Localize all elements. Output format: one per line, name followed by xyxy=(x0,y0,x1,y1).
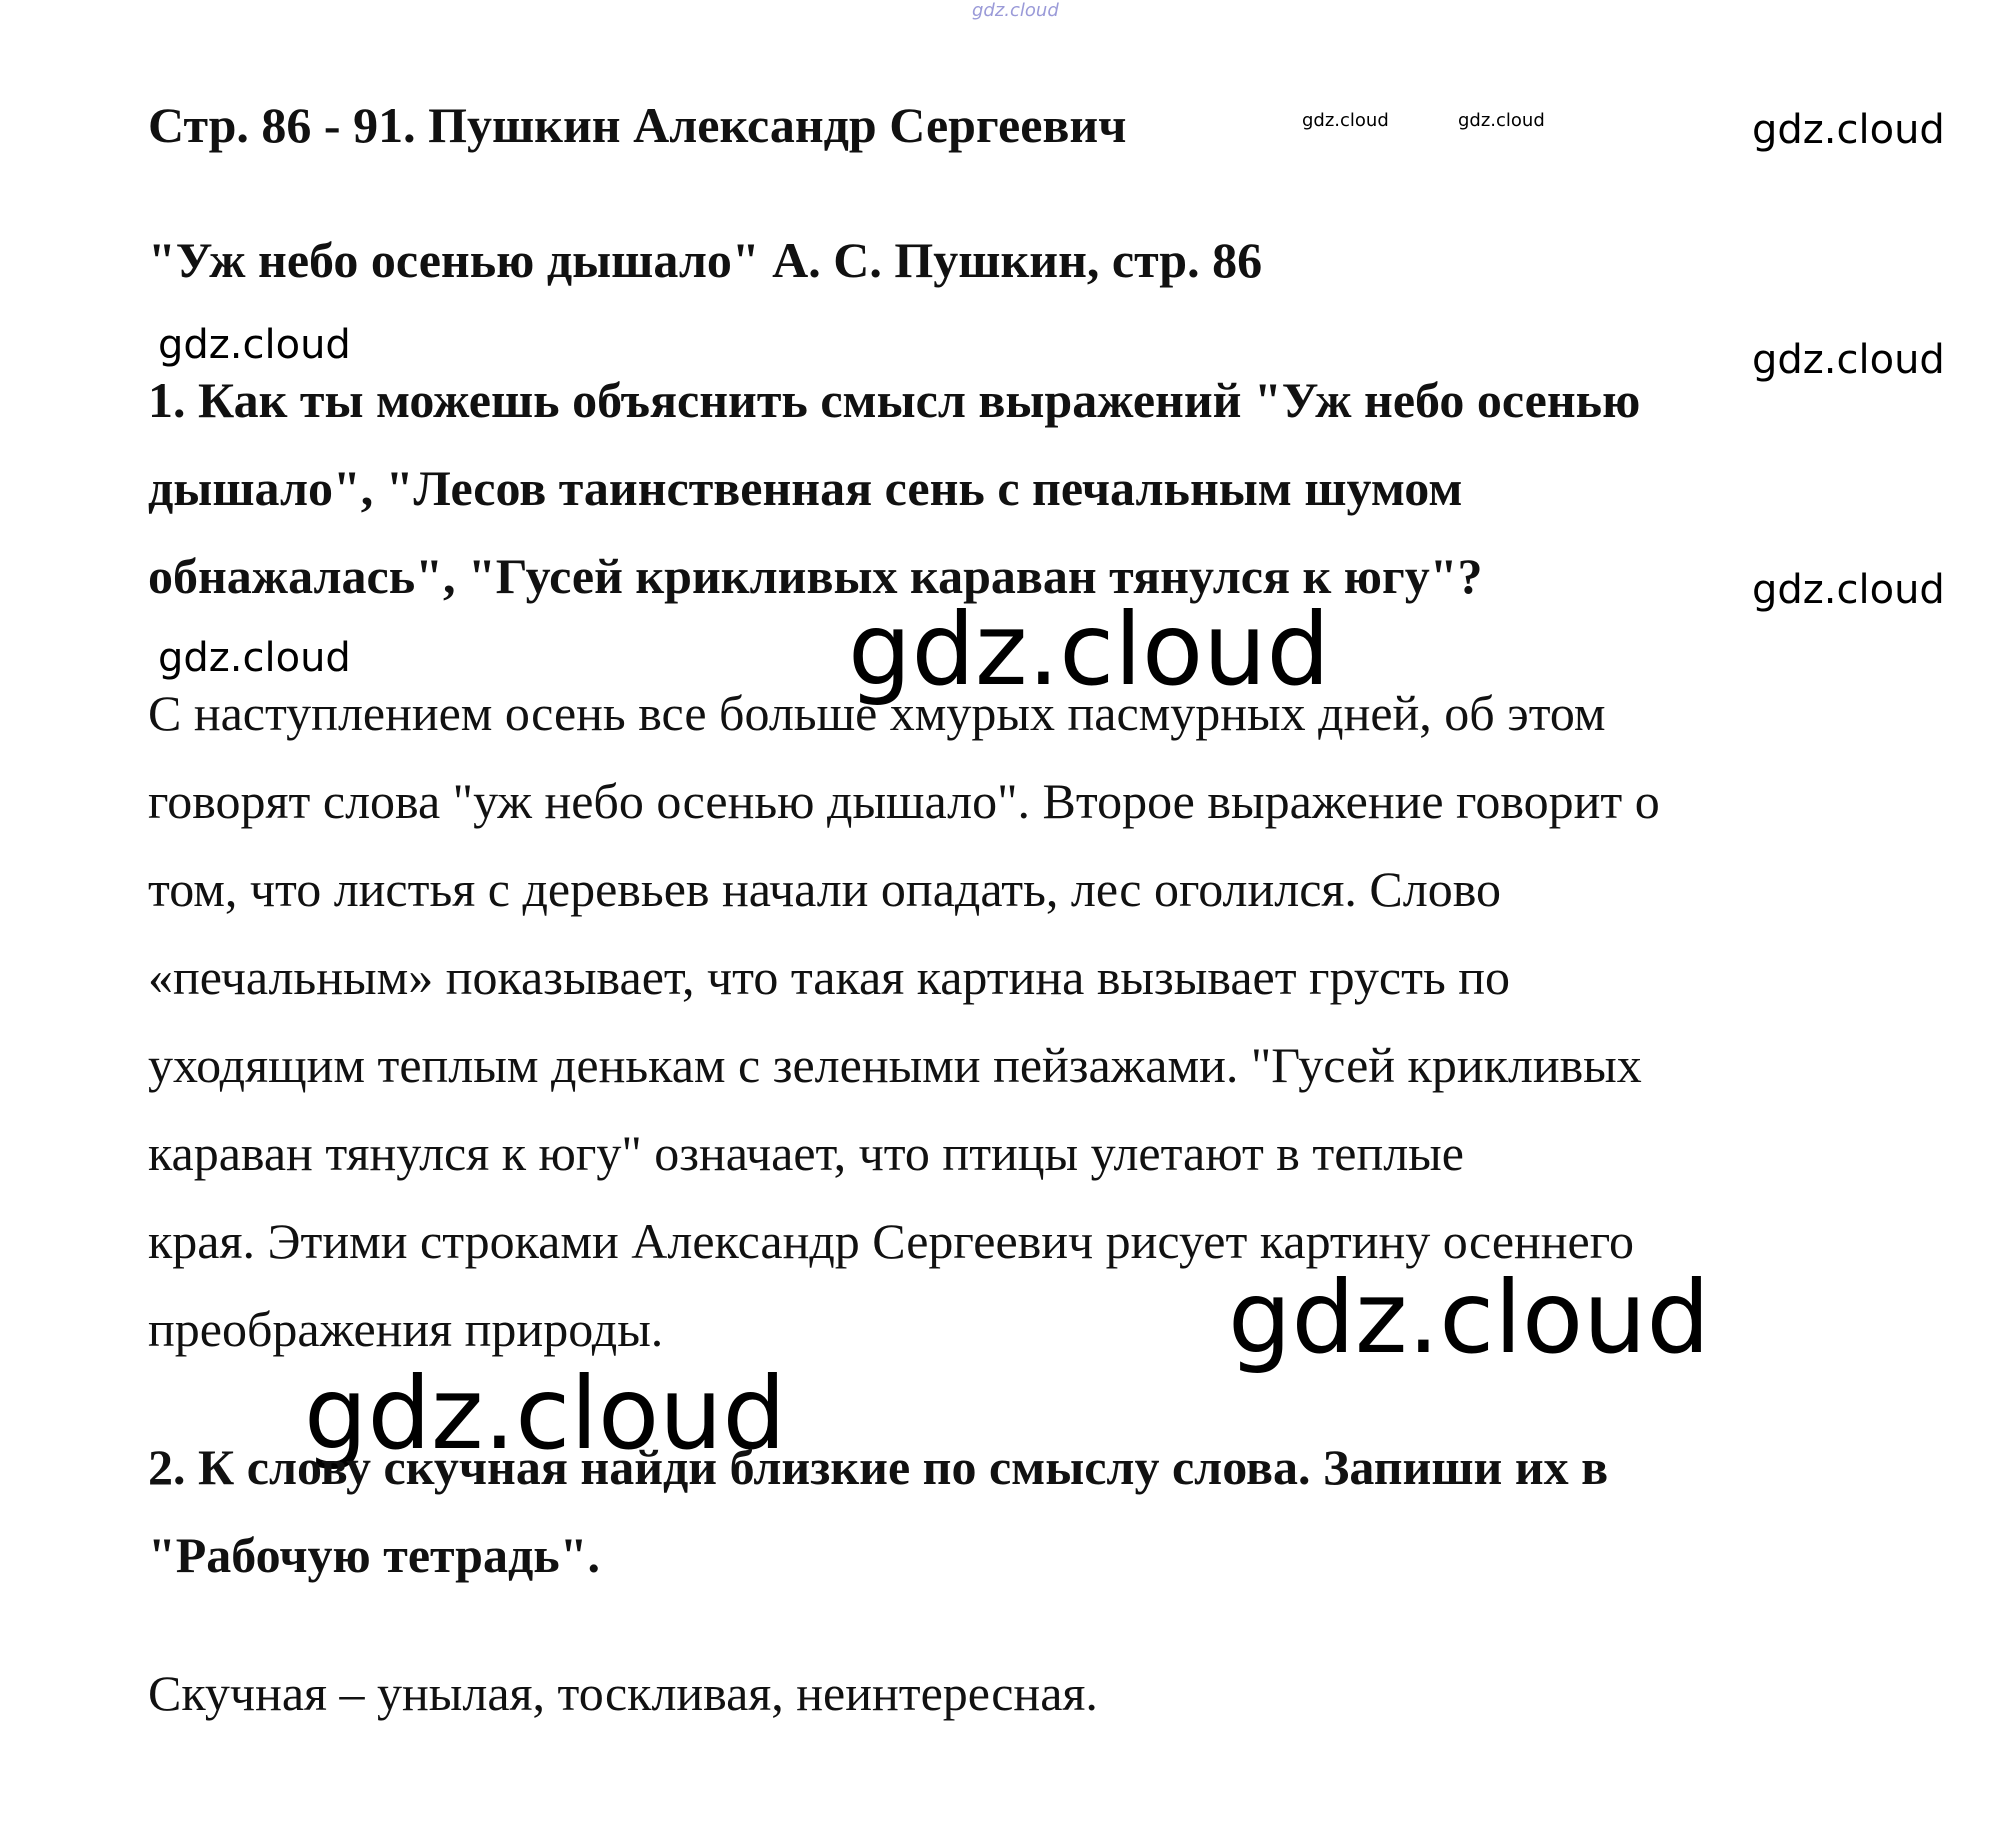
answer-line: том, что листья с деревьев начали опадать, лес оголился. Слово xyxy=(148,861,1501,917)
question-line: 1. Как ты можешь объяснить смысл выражений "Уж небо осенью xyxy=(148,372,1641,428)
watermark-right: gdz.cloud xyxy=(1752,337,1945,383)
section-title: "Уж небо осенью дышало" А. С. Пушкин, стр. 86 xyxy=(148,232,1263,288)
watermark-right: gdz.cloud xyxy=(1752,107,1945,153)
answer-line: говорят слова "уж небо осенью дышало". Второе выражение говорит о xyxy=(148,773,1660,829)
answer-line: края. Этими строками Александр Сергеевич рисует картину осеннего xyxy=(148,1213,1634,1269)
page-title: Стр. 86 - 91. Пушкин Александр Сергеевич xyxy=(148,97,1127,153)
answer-line: «печальным» показывает, что такая картина вызывает грусть по xyxy=(148,949,1511,1005)
answer-line: преображения природы. xyxy=(148,1301,664,1357)
watermark-small: gdz.cloud xyxy=(1302,110,1389,131)
answer-line: С наступлением осень все больше хмурых пасмурных дней, об этом xyxy=(148,685,1606,741)
watermark-right: gdz.cloud xyxy=(1752,567,1945,613)
answer-2: Скучная – унылая, тоскливая, неинтересная. xyxy=(148,1665,1098,1721)
watermark-top: gdz.cloud xyxy=(972,0,1059,21)
watermark-left: gdz.cloud xyxy=(158,322,351,368)
question-line: 2. К слову скучная найди близкие по смыслу слова. Запиши их в xyxy=(148,1439,1609,1495)
question-line: "Рабочую тетрадь". xyxy=(148,1527,600,1583)
watermark-large: gdz.cloud xyxy=(848,591,1331,708)
watermark-small: gdz.cloud xyxy=(1458,110,1545,131)
watermark-large: gdz.cloud xyxy=(1228,1259,1711,1376)
watermark-large: gdz.cloud xyxy=(304,1355,787,1472)
question-line: дышало", "Лесов таинственная сень с печальным шумом xyxy=(148,460,1463,516)
watermark-left: gdz.cloud xyxy=(158,635,351,681)
question-line: обнажалась", "Гусей крикливых караван тянулся к югу"? xyxy=(148,548,1483,604)
answer-line: караван тянулся к югу" означает, что птицы улетают в теплые xyxy=(148,1125,1464,1181)
answer-line: уходящим теплым денькам с зелеными пейзажами. "Гусей крикливых xyxy=(148,1037,1642,1093)
